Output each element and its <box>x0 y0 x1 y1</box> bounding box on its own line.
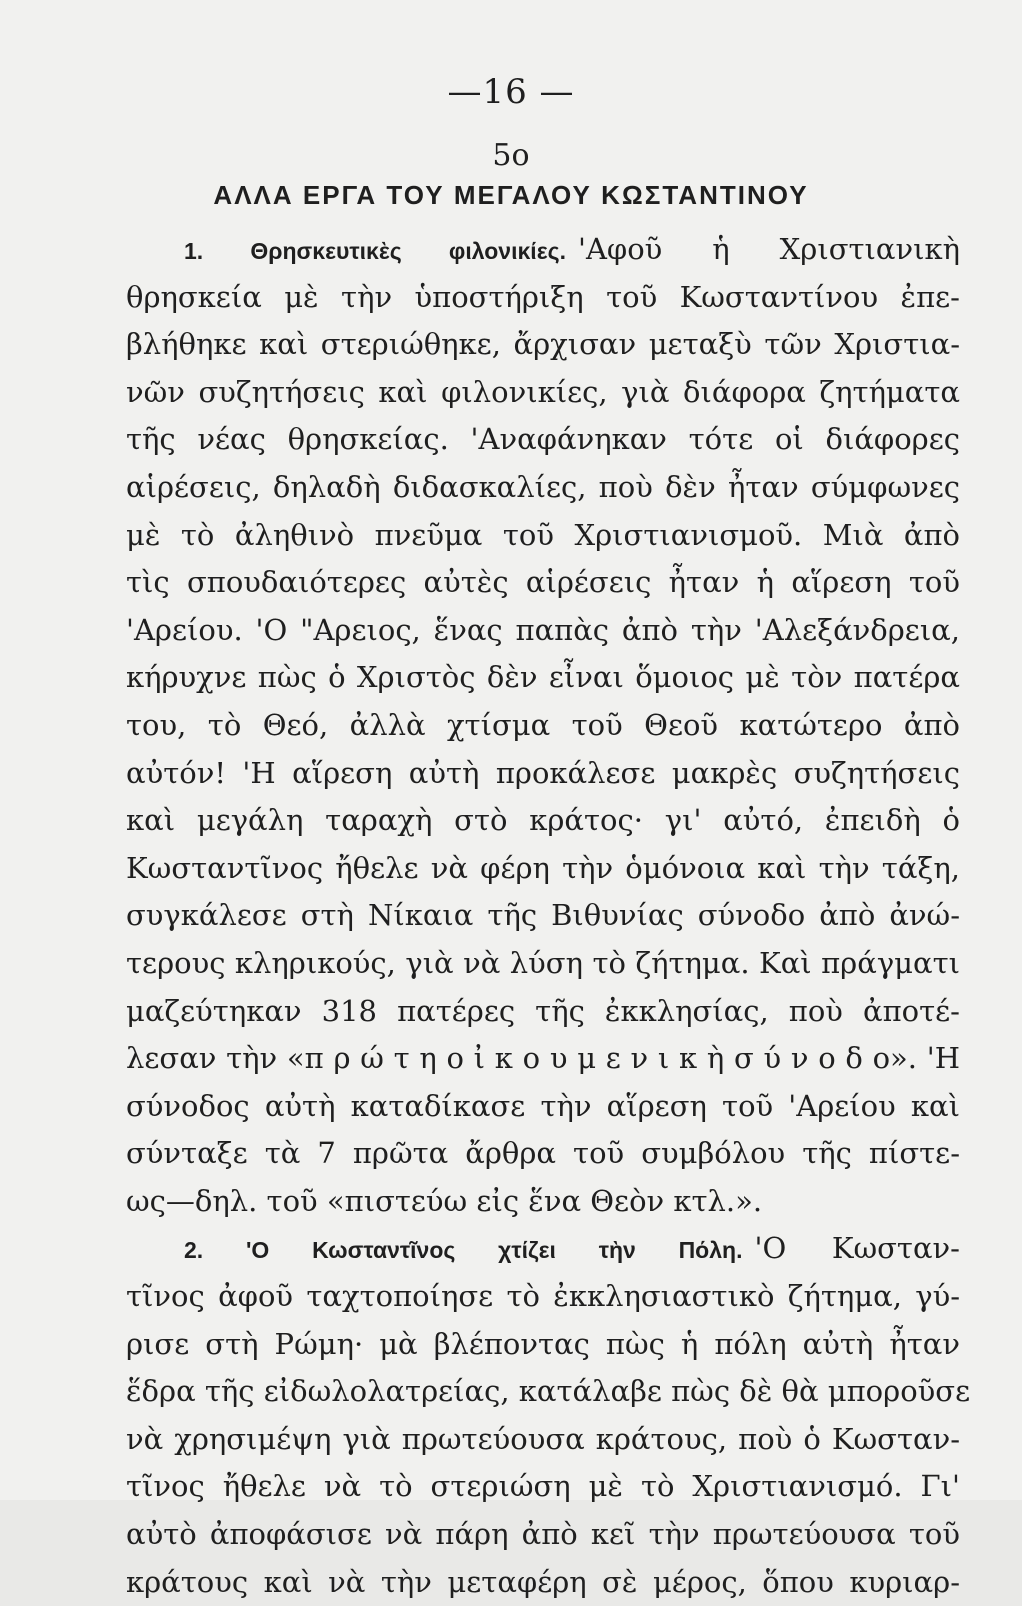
text-line: καὶ μεγάλη ταραχὴ στὸ κράτος· γι' αὐτό, ἐπειδὴ ὁ <box>126 803 960 838</box>
text-line: μὲ τὸ ἀληθινὸ πνεῦμα τοῦ Χριστιανισμοῦ. Μιὰ ἀπὸ <box>126 517 960 552</box>
text-line: Κωσταντῖνος ἤθελε νὰ φέρη τὴν ὁμόνοια καὶ τὴν τάξη, <box>126 850 960 885</box>
text-line: τῖνος ἀφοῦ ταχτοποίησε τὸ ἐκκλησιαστικὸ ζήτημα, γύ- <box>126 1279 960 1314</box>
chapter-number: 5ο <box>492 138 530 173</box>
chapter-title: ΑΛΛΑ ΕΡΓΑ ΤΟΥ ΜΕΓΑΛΟΥ ΚΩΣΤΑΝΤΙΝΟΥ <box>213 180 809 210</box>
text-line: αὐτόν! 'Η αἵρεση αὐτὴ προκάλεσε μακρὲς συζητήσεις <box>126 755 960 790</box>
text-line: μαζεύτηκαν 318 πατέρες τῆς ἐκκλησίας, ποὺ ἀποτέ- <box>126 993 960 1028</box>
text-line <box>126 226 960 274</box>
body-text <box>126 226 971 1606</box>
page-number: —16 — <box>447 72 575 112</box>
text-line: 'Αρείου. 'Ο "Αρειος, ἕνας παπὰς ἀπὸ τὴν 'Αλεξάνδρεια, <box>126 612 960 647</box>
text-line: θρησκεία μὲ τὴν ὑποστήριξη τοῦ Κωσταντίνου ἐπε- <box>126 279 960 314</box>
text-line: του, τὸ Θεό, ἀλλὰ χτίσμα τοῦ Θεοῦ κατώτερο ἀπὸ <box>126 707 960 742</box>
text-line: τερους κληρικούς, γιὰ νὰ λύση τὸ ζήτημα. Καὶ πράγματι <box>126 945 960 980</box>
text-line: νὰ χρησιμέψη γιὰ πρωτεύουσα κράτους, ποὺ ὁ Κωσταν- <box>126 1421 960 1456</box>
text-line: τῆς νέας θρησκείας. 'Αναφάνηκαν τότε οἱ διάφορες <box>126 422 960 457</box>
text-line: κράτους καὶ νὰ τὴν μεταφέρη σὲ μέρος, ὅπου κυριαρ- <box>126 1564 960 1599</box>
text-line: κήρυχνε πὼς ὁ Χριστὸς δὲν εἶναι ὅμοιος μὲ τὸν πατέρα <box>126 660 960 695</box>
section-heading: 1. Θρησκευτικὲς φιλονικίες. <box>184 238 566 264</box>
text-line: αἱρέσεις, δηλαδὴ διδασκαλίες, ποὺ δὲν ἦταν σύμφωνες <box>126 469 960 504</box>
text-line: συγκάλεσε στὴ Νίκαια τῆς Βιθυνίας σύνοδο ἀπὸ ἀνώ- <box>126 898 960 933</box>
text-line: σύνταξε τὰ 7 πρῶτα ἄρθρα τοῦ συμβόλου τῆς πίστε- <box>126 1136 960 1171</box>
text-line-content: 'Αφοῦ ἡ Χριστιανικὴ <box>577 232 960 266</box>
text-line: νῶν συζητήσεις καὶ φιλονικίες, γιὰ διάφορα ζητήματα <box>126 374 960 409</box>
text-line: ως—δηλ. τοῦ «πιστεύω εἰς ἕνα Θεὸν κτλ.». <box>126 1183 763 1218</box>
text-line: ρισε στὴ Ρώμη· μὰ βλέποντας πὼς ἡ πόλη αὐτὴ ἦταν <box>126 1326 960 1361</box>
text-line: βλήθηκε καὶ στεριώθηκε, ἄρχισαν μεταξὺ τῶν Χριστια- <box>126 327 960 362</box>
text-line <box>126 1225 960 1273</box>
text-line: τὶς σπουδαιότερες αὐτὲς αἱρέσεις ἦταν ἡ αἵρεση τοῦ <box>126 565 960 600</box>
text-line-content: 'Ο Κωσταν- <box>754 1231 960 1266</box>
text-line: τῖνος ἤθελε νὰ τὸ στεριώση μὲ τὸ Χριστιανισμό. Γι' <box>126 1469 960 1504</box>
text-line: αὐτὸ ἀποφάσισε νὰ πάρη ἀπὸ κεῖ τὴν πρωτεύουσα τοῦ <box>126 1517 960 1552</box>
text-line: σύνοδος αὐτὴ καταδίκασε τὴν αἵρεση τοῦ 'Αρείου καὶ <box>126 1088 960 1123</box>
text-line: ἕδρα τῆς εἰδωλολατρείας, κατάλαβε πὼς δὲ θὰ μποροῦσε <box>126 1374 971 1409</box>
text-line: λεσαν τὴν «π ρ ώ τ η ο ἰ κ ο υ μ ε ν ι κ ὴ σ ύ ν ο δ ο». 'Η <box>126 1041 960 1076</box>
section-heading: 2. 'Ο Κωσταντῖνος χτίζει τὴν Πόλη. <box>184 1237 743 1264</box>
